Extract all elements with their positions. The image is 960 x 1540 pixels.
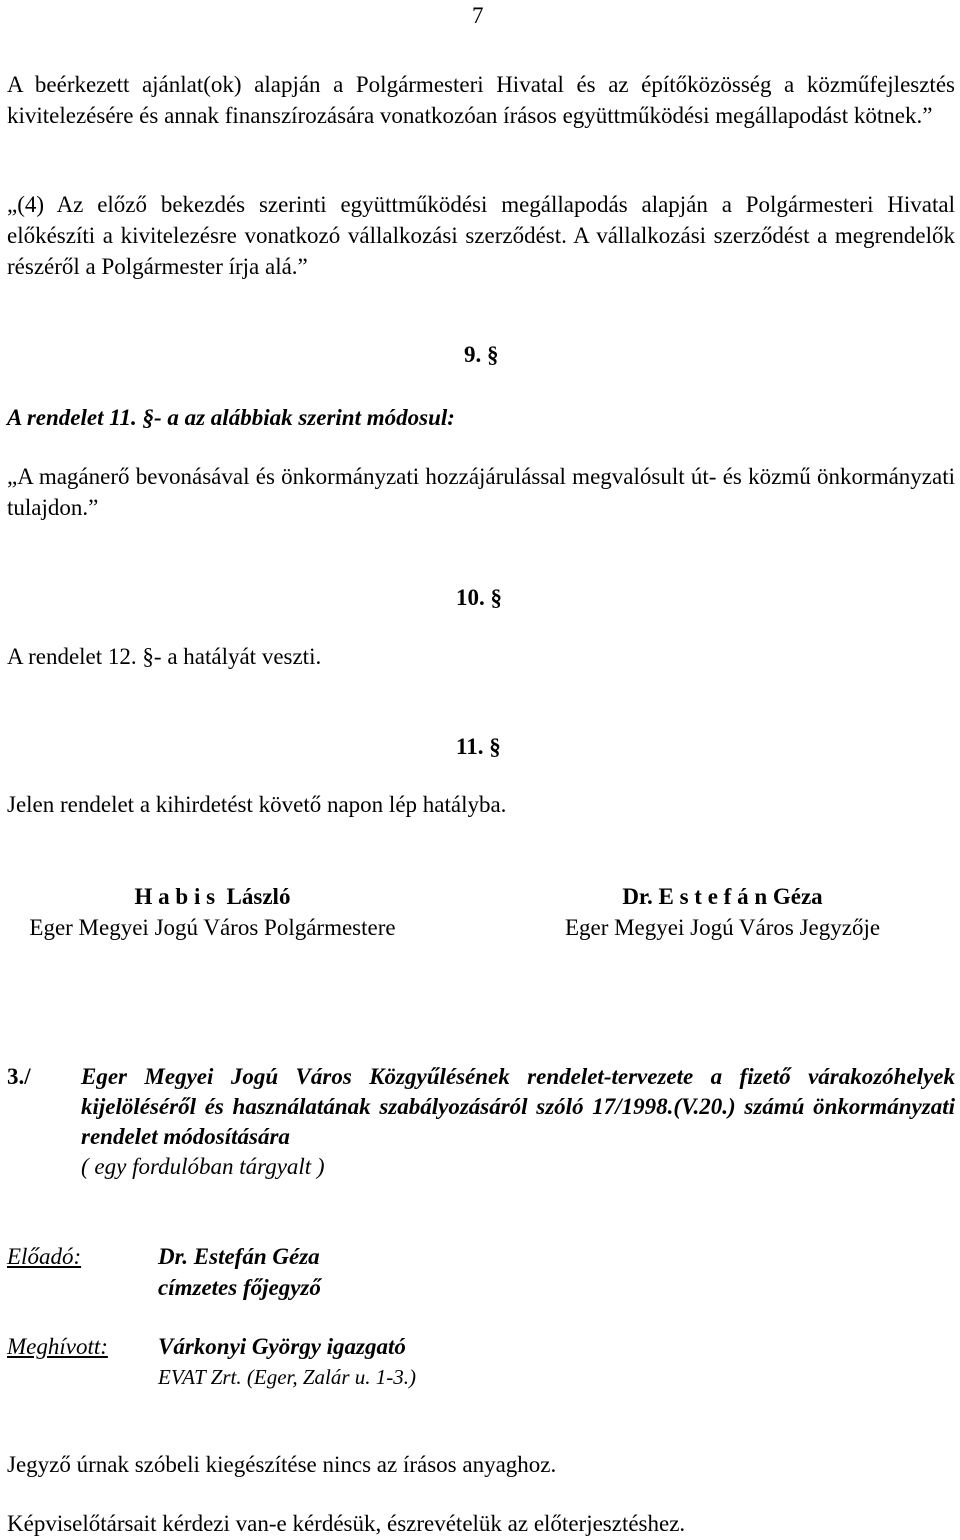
presenter-role: címzetes főjegyző xyxy=(158,1275,321,1300)
agenda-item-subtitle: ( egy fordulóban tárgyalt ) xyxy=(81,1154,325,1179)
signature-notary-name: Dr. E s t e f á n Géza xyxy=(622,884,823,909)
paragraph-section-4: „(4) Az előző bekezdés szerinti együttműködési megállapodás alapján a Polgármesteri Hivatal előkészíti a kivitelezésre vonatkozó vállalkozási szerződést. A vállalkozási szerződést a megrendelők részéről a Polgármester írja alá.” xyxy=(7,192,955,279)
section-9-intro: A rendelet 11. §- a az alábbiak szerint módosul: xyxy=(7,405,455,430)
agenda-item-number: 3./ xyxy=(7,1064,31,1089)
section-10-text: A rendelet 12. §- a hatályát veszti. xyxy=(7,644,322,669)
section-10-heading: 10. § xyxy=(456,585,502,610)
invited-org: EVAT Zrt. (Eger, Zalár u. 1-3.) xyxy=(158,1365,417,1389)
invited-name: Várkonyi György igazgató xyxy=(158,1334,406,1359)
signature-notary-title: Eger Megyei Jogú Város Jegyzője xyxy=(564,915,881,940)
signature-notary xyxy=(525,881,920,943)
agenda-item-title: Eger Megyei Jogú Város Közgyűlésének rendelet-tervezete a fizető várakozóhelyek kijelöléséről és használatának szabályozásáról szóló 17/1998.(V.20.) számú önkormányzati rendelet módosítására xyxy=(81,1064,955,1149)
signature-mayor-name: H a b i s László xyxy=(134,884,291,909)
page-number: 7 xyxy=(472,3,484,28)
invited-label: Meghívott: xyxy=(7,1334,108,1359)
signature-mayor-title: Eger Megyei Jogú Város Polgármestere xyxy=(29,915,396,940)
section-9-heading: 9. § xyxy=(464,342,499,367)
paragraph-cooperation: A beérkezett ajánlat(ok) alapján a Polgármesteri Hivatal és az építőközösség a közműfejlesztés kivitelezésére és annak finanszírozására vonatkozóan írásos együttműködési megállapodást kötnek.” xyxy=(7,72,955,128)
presenter-name: Dr. Estefán Géza xyxy=(158,1244,320,1269)
signature-mayor xyxy=(0,881,425,943)
section-11-text: Jelen rendelet a kihirdetést követő napon lép hatályba. xyxy=(7,792,507,817)
closing-notary-remark: Jegyző úrnak szóbeli kiegészítése nincs az írásos anyaghoz. xyxy=(7,1452,557,1477)
agenda-item-3 xyxy=(7,1062,955,1182)
closing-question: Képviselőtársait kérdezi van-e kérdésük, észrevételük az előterjesztéshez. xyxy=(7,1511,686,1536)
presenter-label: Előadó: xyxy=(7,1244,82,1269)
section-9-text: „A magánerő bevonásával és önkormányzati hozzájárulással megvalósult út- és közmű önkormányzati tulajdon.” xyxy=(7,464,955,520)
section-11-heading: 11. § xyxy=(456,734,501,759)
